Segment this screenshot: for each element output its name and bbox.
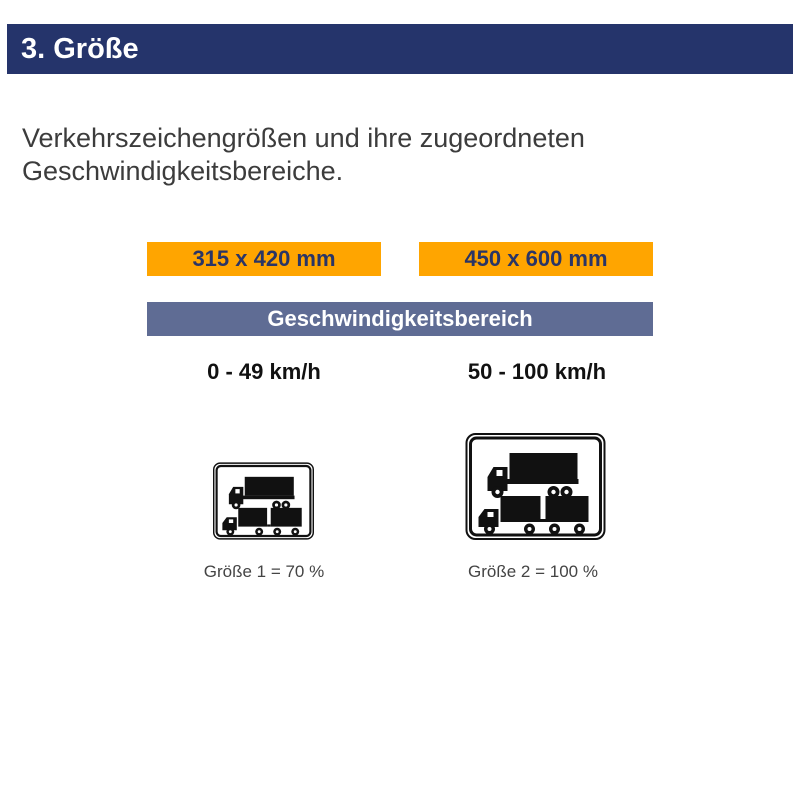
size-caption-2: Größe 2 = 100 % <box>468 562 598 581</box>
speed-range-1: 0 - 49 km/h <box>207 359 321 384</box>
intro-text: Verkehrszeichengrößen und ihre zugeordneten Geschwindigkeitsbereiche. <box>22 123 585 186</box>
section-title: 3. Größe <box>21 33 139 65</box>
speed-range-2: 50 - 100 km/h <box>467 359 607 384</box>
size-caption-1: Größe 1 = 70 % <box>203 562 325 581</box>
speed-range-header: Geschwindigkeitsbereich <box>147 302 653 336</box>
trucks-sign-small-icon <box>213 462 314 540</box>
trucks-sign-large-icon <box>465 433 606 540</box>
size-label-1: 315 x 420 mm <box>147 242 381 276</box>
size-label-2: 450 x 600 mm <box>419 242 653 276</box>
section-header <box>7 24 793 74</box>
